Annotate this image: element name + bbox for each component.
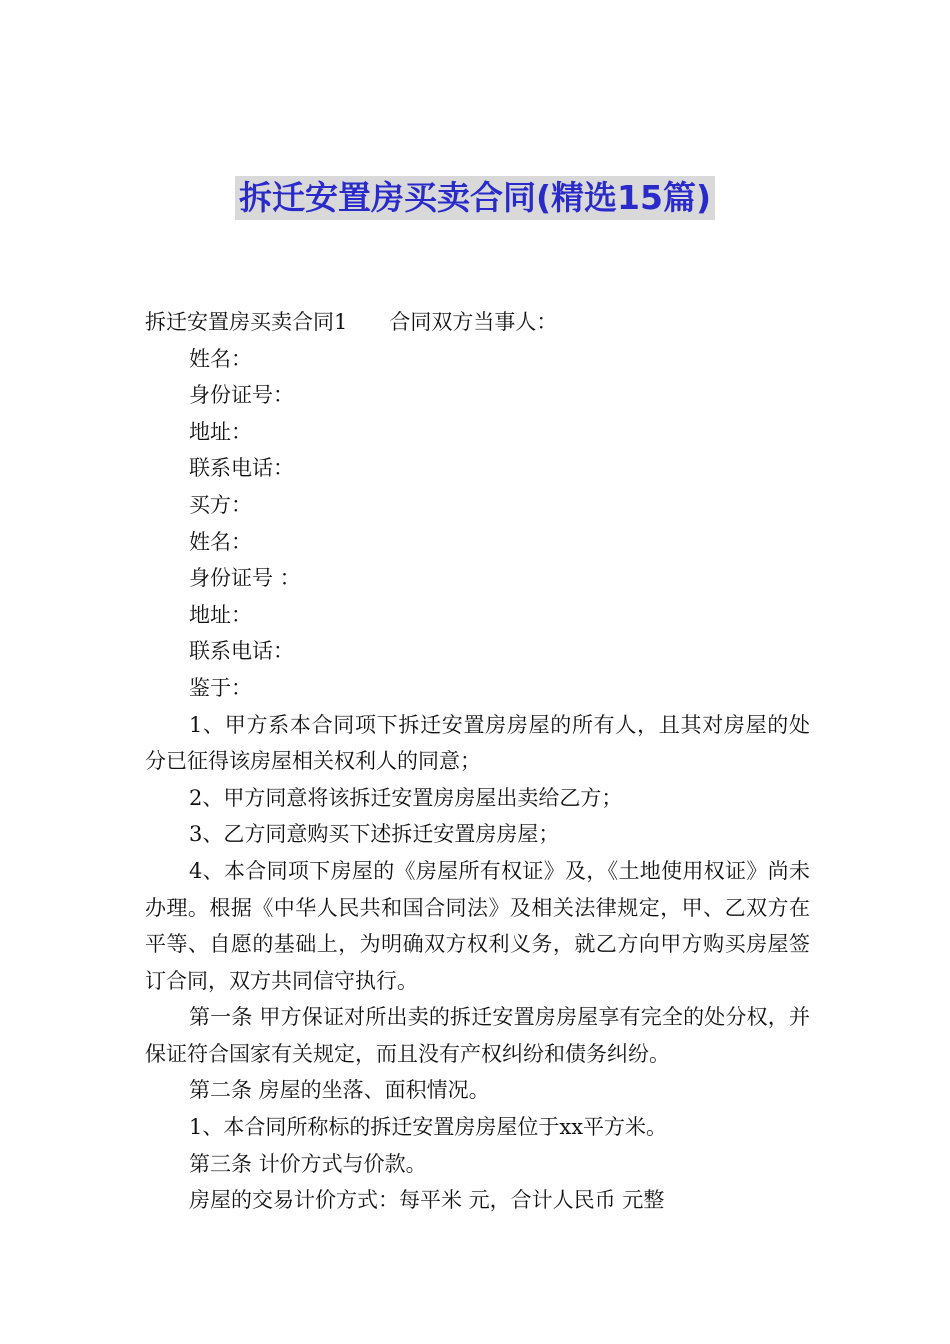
paragraph: 第一条 甲方保证对所出卖的拆迁安置房房屋享有完全的处分权，并保证符合国家有关规定，而且没有产权纠纷和债务纠纷。: [145, 1005, 810, 1066]
paragraph: 1、甲方系本合同项下拆迁安置房房屋的所有人，且其对房屋的处分已征得该房屋相关权利人的同意；: [145, 712, 810, 774]
first-line: [145, 304, 810, 341]
document-title: 拆迁安置房买卖合同(精选15篇): [235, 176, 715, 220]
paragraph: 第二条 房屋的坐落、面积情况。: [189, 1078, 490, 1103]
field-line: 联系电话：: [189, 456, 294, 481]
document-body: [145, 304, 810, 1219]
paragraph: 4、本合同项下房屋的《房屋所有权证》及，《土地使用权证》尚未办理。根据《中华人民共和国合同法》及相关法律规定，甲、乙双方在平等、自愿的基础上，为明确双方权利义务，就乙方向甲方购买房屋签订合同，双方共同信守执行。: [145, 858, 810, 993]
field-line: 身份证号 ：: [189, 566, 301, 591]
field-line: 鉴于：: [189, 675, 252, 700]
field-line: 姓名：: [189, 346, 252, 371]
contract-parties: 合同双方当事人：: [389, 310, 558, 334]
paragraph: 房屋的交易计价方式：每平米 元，合计人民币 元整: [189, 1188, 665, 1213]
paragraph: 3、乙方同意购买下述拆迁安置房房屋；: [189, 822, 560, 847]
title-container: [0, 176, 950, 220]
contract-heading: 拆迁安置房买卖合同1: [145, 310, 348, 334]
field-line: 姓名：: [189, 529, 252, 554]
field-line: 地址：: [189, 419, 252, 444]
field-line: 身份证号：: [189, 383, 294, 408]
field-line: 买方：: [189, 492, 252, 517]
field-line: 联系电话：: [189, 639, 294, 664]
paragraph: 2、甲方同意将该拆迁安置房房屋出卖给乙方；: [189, 785, 623, 810]
paragraph: 第三条 计价方式与价款。: [189, 1151, 427, 1176]
paragraph: 1、本合同所称标的拆迁安置房房屋位于xx平方米。: [189, 1115, 668, 1140]
field-line: 地址：: [189, 602, 252, 627]
